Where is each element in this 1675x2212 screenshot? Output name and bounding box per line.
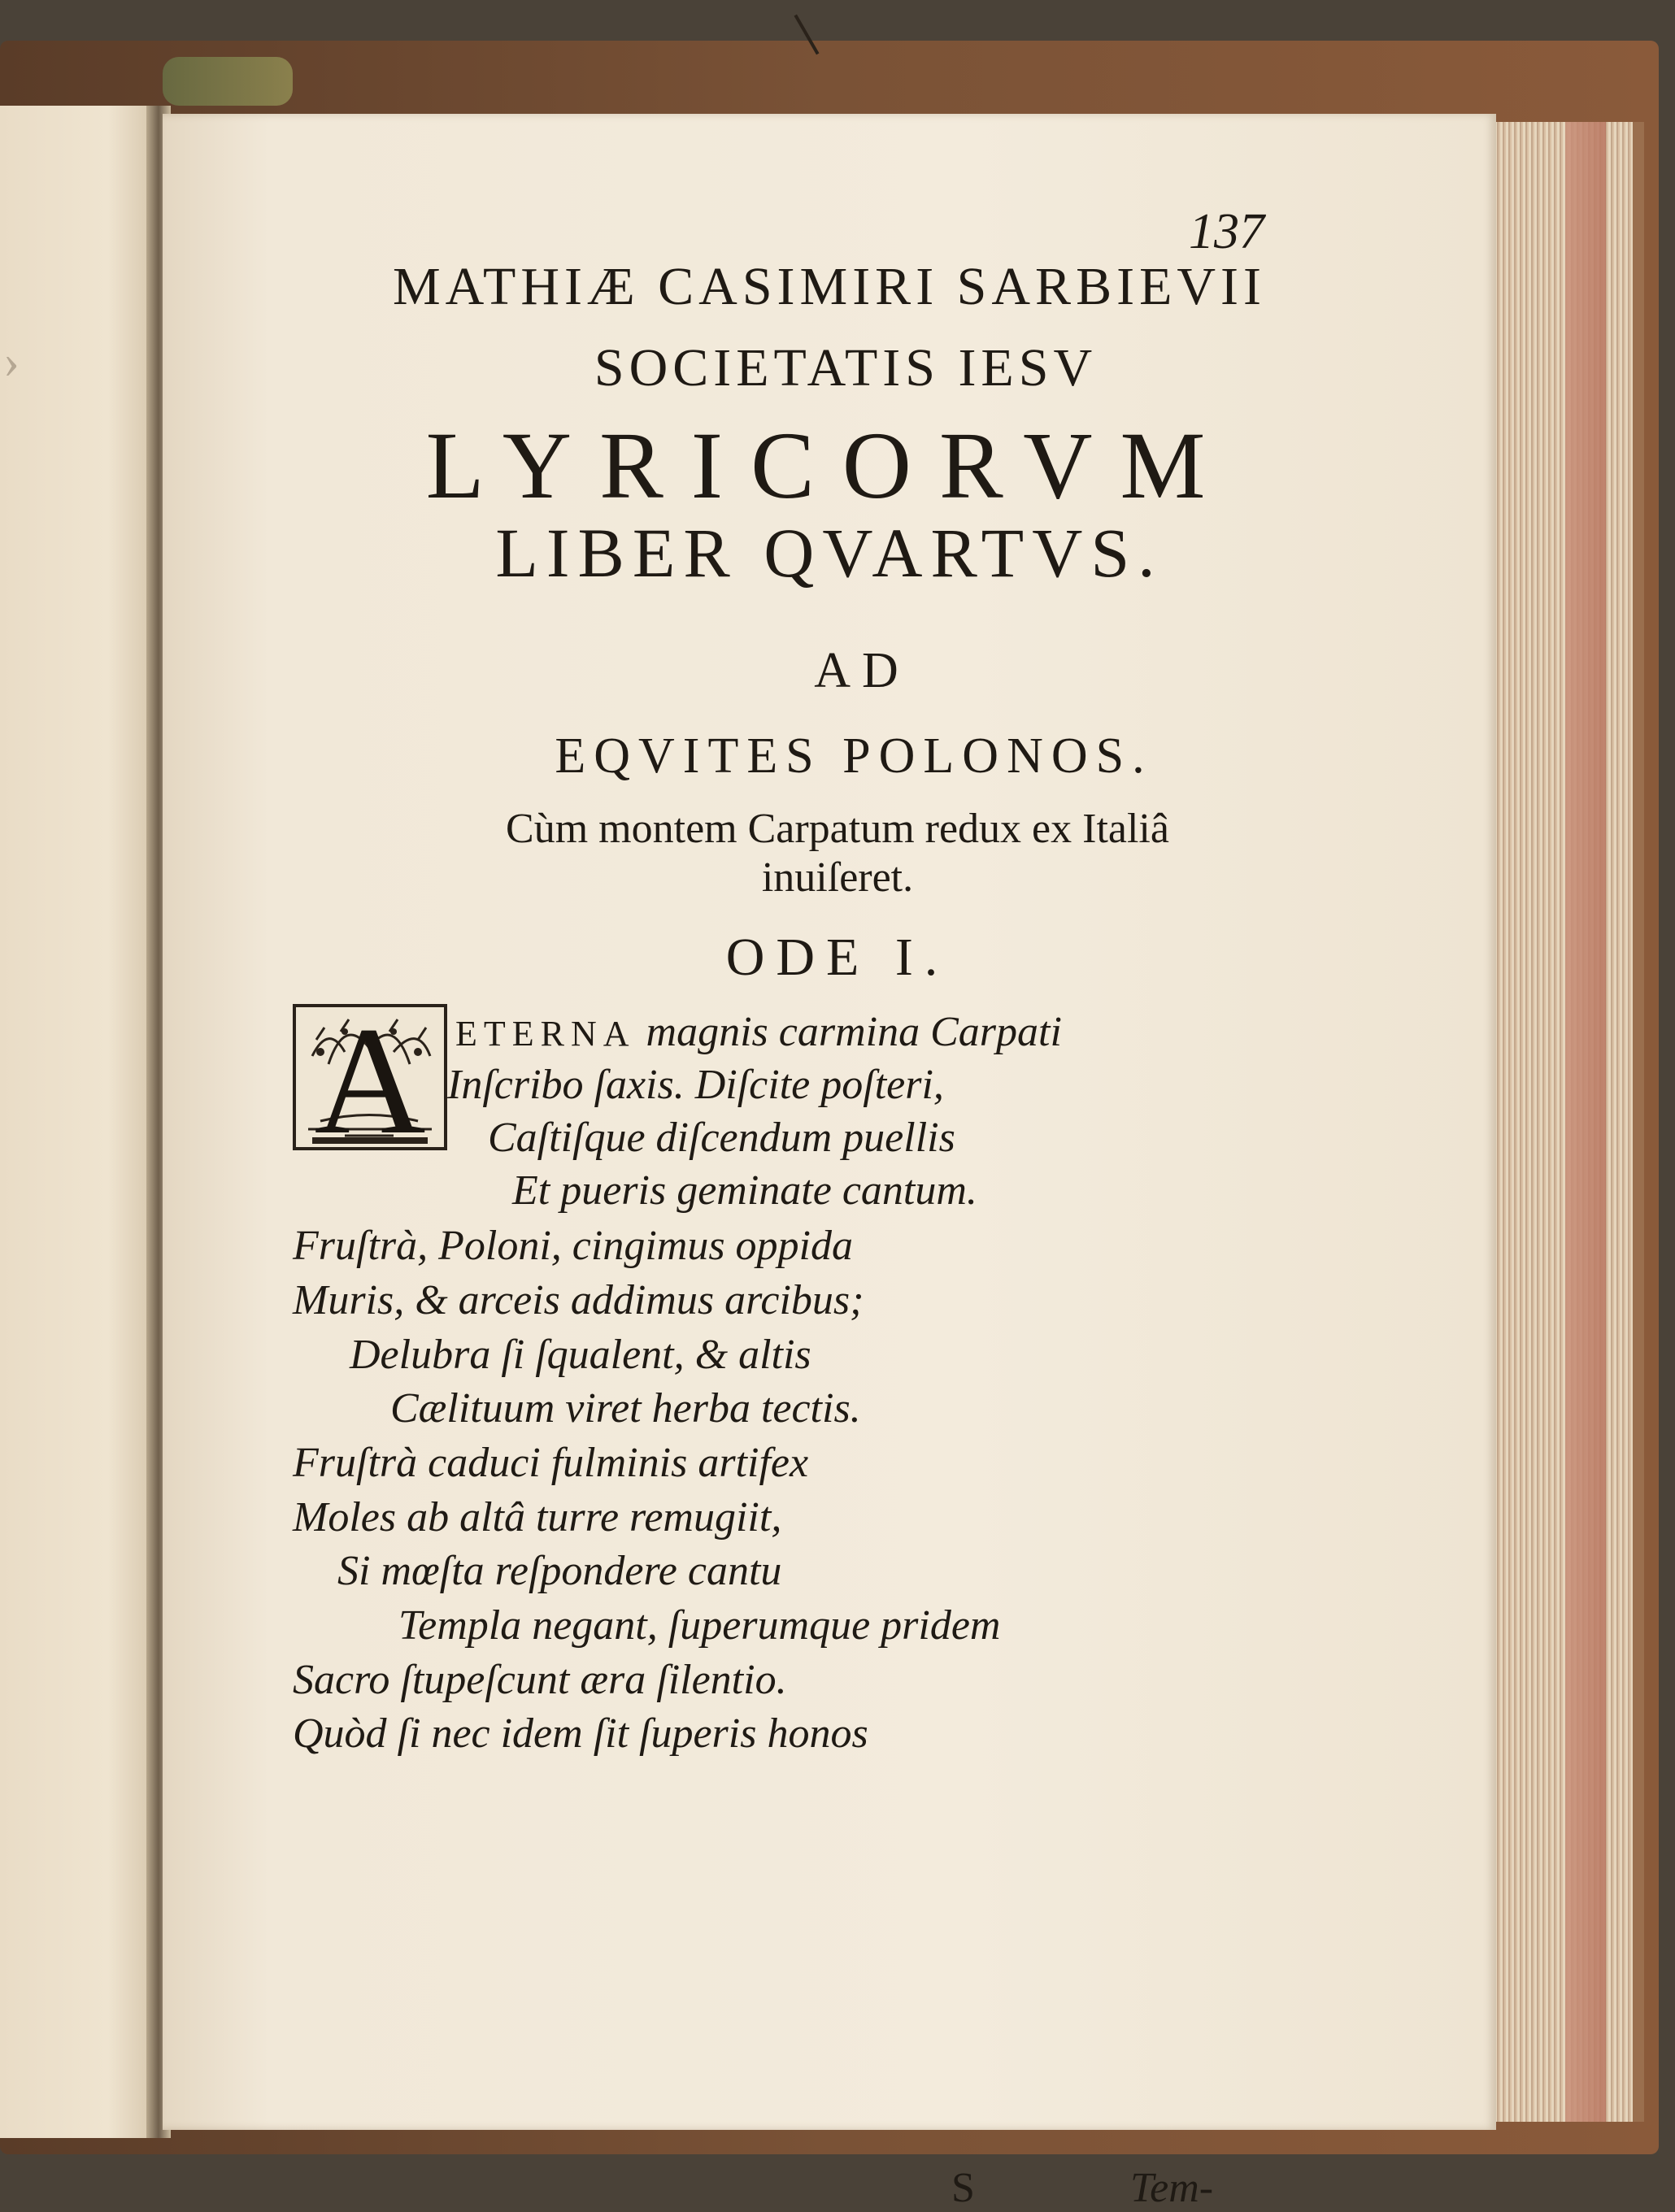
verse-line-3: Caſtiſque diſcendum puellis [488, 1115, 955, 1161]
subtitle-line-1: Cùm montem Carpatum redux ex Italiâ [506, 806, 1169, 852]
verse-line-1-caps: ETERNA [455, 1014, 636, 1054]
verse-line-4: Et pueris geminate cantum. [512, 1167, 977, 1214]
page-text [163, 114, 1496, 2211]
title-line-2: LIBER QVARTVS. [495, 514, 1164, 592]
verse-line-6: Muris, & arceis addimus arcibus; [293, 1277, 864, 1323]
verse-line-12: Templa negant, ſuperumque pridem [398, 1602, 1001, 1649]
verse-line-8: Cælituum viret herba tectis. [390, 1385, 861, 1432]
left-page-ghost-mark: › [3, 334, 20, 388]
page-number: 137 [1189, 204, 1264, 259]
dedication-line-2: EQVITES POLONOS. [555, 728, 1153, 784]
bookmark-ribbon [163, 57, 293, 106]
signature-mark: S [951, 2165, 975, 2211]
initial-letter: A [314, 996, 426, 1167]
subtitle-line-2: inuiſeret. [761, 854, 914, 901]
verse-line-9: Fruſtrà caduci fulminis artifex [293, 1440, 809, 1486]
title-line-1: LYRICORVM [425, 412, 1233, 519]
verse-line-1 [455, 1008, 1062, 1056]
verse-line-14: Quòd ſi nec idem ſit ſuperis honos [293, 1710, 868, 1757]
catchword: Tem- [1130, 2165, 1214, 2211]
header-line-1: MATHIÆ CASIMIRI SARBIEVII [392, 257, 1267, 316]
verse-line-11: Si mœſta reſpondere cantu [337, 1548, 782, 1594]
dedication-line-1: AD [814, 643, 910, 698]
ode-heading: ODE I. [725, 928, 950, 987]
verse-line-2: Inſcribo ſaxis. Diſcite poſteri, [447, 1062, 944, 1108]
verse-line-5: Fruſtrà, Poloni, cingimus oppida [293, 1223, 853, 1269]
red-page-edge [1565, 122, 1606, 2122]
verse-line-1-text: magnis carmina Carpati [635, 1009, 1062, 1055]
verse-line-7: Delubra ſi ſqualent, & altis [350, 1332, 811, 1378]
decorated-initial [293, 996, 447, 1167]
verse-line-13: Sacro ſtupeſcunt æra ſilentio. [293, 1657, 787, 1703]
left-page-edge [0, 106, 154, 2138]
right-page [163, 114, 1496, 2211]
header-line-2: SOCIETATIS IESV [594, 338, 1098, 398]
verse-line-10: Moles ab altâ turre remugiit, [293, 1494, 782, 1541]
